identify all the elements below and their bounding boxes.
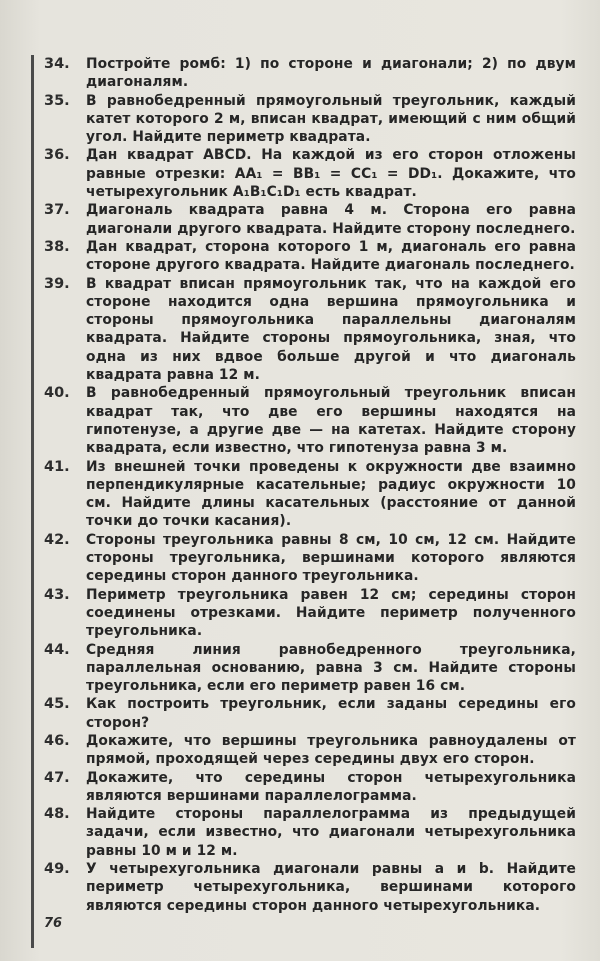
problem-number: 48. <box>44 806 70 823</box>
problem-number: 43. <box>44 586 70 603</box>
problem-item <box>44 458 576 531</box>
problem-item <box>44 146 576 201</box>
problem-item <box>44 769 576 806</box>
problem-item <box>44 732 576 769</box>
problem-item <box>44 384 576 457</box>
problem-text: Как построить треугольник, если заданы середины его сторон? <box>86 696 576 731</box>
problem-number: 37. <box>44 202 70 219</box>
problem-text: Докажите, что вершины треугольника равноудалены от прямой, проходящей через середины двух его сторон. <box>86 732 576 768</box>
problem-number: 45. <box>44 696 70 713</box>
problem-item <box>44 531 576 586</box>
problem-item <box>44 201 576 238</box>
problem-item <box>44 55 576 92</box>
problem-item <box>44 92 576 147</box>
problem-list <box>44 55 576 915</box>
problem-number: 34. <box>44 56 70 72</box>
problem-item <box>44 805 576 860</box>
problem-text: В квадрат вписан прямоугольник так, что на каждой его стороне находится одна вершина прямоугольника и стороны прямоугольника параллельны диагоналям квадрата. Найдите стороны прямоугольника, зная, что одна из них вдвое больше другой и что диагональ квадрата равна 12 м. <box>86 275 576 384</box>
problem-number: 40. <box>44 385 70 402</box>
problem-number: 44. <box>44 641 70 658</box>
problem-number: 36. <box>44 147 70 164</box>
problem-number: 41. <box>44 458 70 475</box>
problem-item <box>44 695 576 732</box>
problem-text: Средняя линия равнобедренного треугольника, параллельная основанию, равна 3 см. Найдите стороны треугольника, если его периметр равен 16 см. <box>86 641 576 695</box>
problem-number: 46. <box>44 732 70 749</box>
problem-number: 42. <box>44 531 70 548</box>
problem-text: Дан квадрат, сторона которого 1 м, диагональ его равна стороне другого квадрата. Найдите диагональ последнего. <box>86 238 576 274</box>
problem-text: Дан квадрат ABCD. На каждой из его сторон отложены равные отрезки: AA₁ = BB₁ = CC₁ = DD₁. Докажите, что четырехугольник A₁B₁C₁D₁ есть квадрат. <box>86 147 576 201</box>
problem-item <box>44 641 576 696</box>
problem-text: В равнобедренный прямоугольный треугольник вписан квадрат так, что две его вершины находятся на гипотенузе, а другие две — на катетах. Найдите сторону квадрата, если известно, что гипотенуза равна 3 м. <box>86 385 576 457</box>
problem-text: У четырехугольника диагонали равны a и b. Найдите периметр четырехугольника, вершинами которого являются середины сторон данного четырехугольника. <box>86 861 576 914</box>
problem-item <box>44 275 576 385</box>
problem-item <box>44 586 576 641</box>
problem-number: 39. <box>44 275 70 292</box>
page-number: 76 <box>44 916 63 931</box>
problem-item <box>44 238 576 275</box>
problem-text: Из внешней точки проведены к окружности две взаимно перпендикулярные касательные; радиус окружности 10 см. Найдите длины касательных (расстояние от данной точки до точки касания). <box>86 458 576 530</box>
problem-text: В равнобедренный прямоугольный треугольник, каждый катет которого 2 м, вписан квадрат, имеющий с ним общий угол. Найдите периметр квадрата. <box>86 92 576 146</box>
problem-number: 38. <box>44 238 70 255</box>
problem-number: 47. <box>44 769 70 786</box>
problem-text: Стороны треугольника равны 8 см, 10 см, 12 см. Найдите стороны треугольника, вершинами которого являются середины сторон данного треугольника. <box>86 531 576 585</box>
problem-text: Докажите, что середины сторон четырехугольника являются вершинами параллелограмма. <box>86 769 576 804</box>
margin-rule <box>31 55 34 948</box>
problem-text: Найдите стороны параллелограмма из предыдущей задачи, если известно, что диагонали четырехугольника равны 10 м и 12 м. <box>86 806 576 859</box>
problem-number: 35. <box>44 92 70 109</box>
problem-text: Постройте ромб: 1) по стороне и диагонали; 2) по двум диагоналям. <box>86 56 576 91</box>
problem-text: Периметр треугольника равен 12 см; середины сторон соединены отрезками. Найдите периметр полученного треугольника. <box>86 586 576 640</box>
problem-text: Диагональ квадрата равна 4 м. Сторона его равна диагонали другого квадрата. Найдите сторону последнего. <box>86 202 576 237</box>
problem-item <box>44 860 576 915</box>
problem-number: 49. <box>44 861 70 878</box>
